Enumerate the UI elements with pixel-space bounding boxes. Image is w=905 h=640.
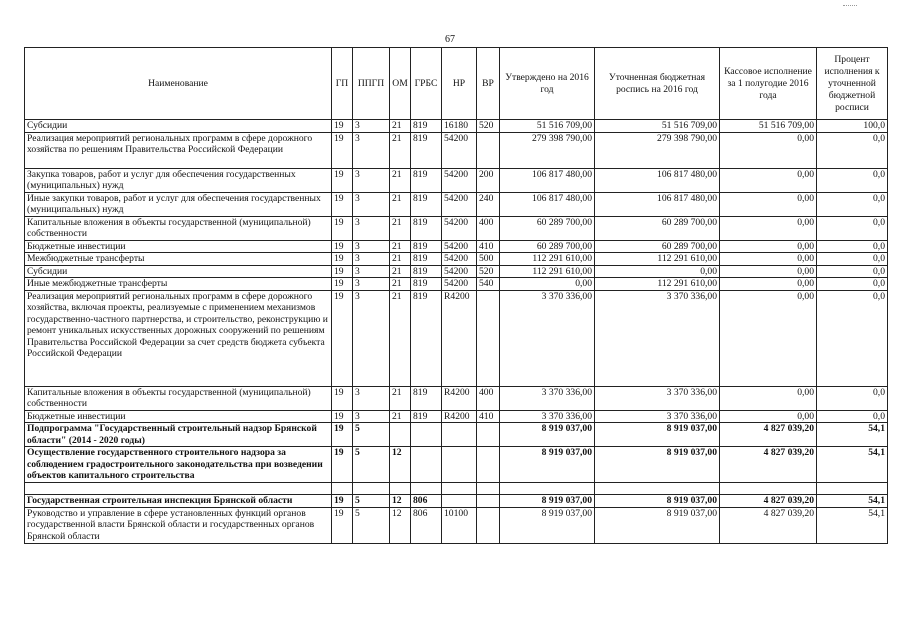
header-percent: Процент исполнения к уточненной бюджетной росписи <box>817 48 888 120</box>
cell-approved: 112 291 610,00 <box>500 253 595 266</box>
cell-vr <box>477 290 500 386</box>
table-row <box>25 168 888 192</box>
cell-percent: 54,1 <box>817 423 888 447</box>
cell-nr <box>442 483 477 495</box>
cell-gp: 19 <box>332 423 353 447</box>
cell-percent: 54,1 <box>817 507 888 543</box>
page-number: 67 <box>445 34 455 45</box>
cell-name: Реализация мероприятий региональных программ в сфере дорожного хозяйства по решениям Правительства Российской Федерации <box>25 132 332 168</box>
table-body <box>25 120 888 544</box>
cell-vr: 410 <box>477 240 500 253</box>
cell-refined: 60 289 700,00 <box>595 240 720 253</box>
cell-om: 21 <box>390 265 411 278</box>
cell-nr: R4200 <box>442 386 477 410</box>
cell-name: Бюджетные инвестиции <box>25 410 332 423</box>
budget-table <box>24 47 888 544</box>
cell-gp: 19 <box>332 278 353 291</box>
cell-name: Руководство и управление в сфере установленных функций органов государственной власти Брянской области и государственных органов Брянской области <box>25 507 332 543</box>
table-row <box>25 290 888 386</box>
cell-gp: 19 <box>332 168 353 192</box>
cell-name: Государственная строительная инспекция Брянской области <box>25 495 332 508</box>
cell-percent: 0,0 <box>817 265 888 278</box>
cell-grbs <box>411 483 442 495</box>
cell-gp: 19 <box>332 495 353 508</box>
cell-refined: 60 289 700,00 <box>595 216 720 240</box>
cell-name: Капитальные вложения в объекты государственной (муниципальной) собственности <box>25 216 332 240</box>
cell-gp: 19 <box>332 410 353 423</box>
cell-approved: 8 919 037,00 <box>500 423 595 447</box>
cell-vr: 240 <box>477 192 500 216</box>
cell-om: 12 <box>390 495 411 508</box>
cell-om <box>390 423 411 447</box>
cell-refined: 3 370 336,00 <box>595 386 720 410</box>
table-row <box>25 192 888 216</box>
cell-vr <box>477 132 500 168</box>
cell-cash: 0,00 <box>720 168 817 192</box>
cell-nr: 16180 <box>442 120 477 133</box>
cell-approved: 106 817 480,00 <box>500 192 595 216</box>
cell-grbs: 819 <box>411 192 442 216</box>
cell-percent: 0,0 <box>817 290 888 386</box>
cell-cash: 4 827 039,20 <box>720 447 817 483</box>
cell-grbs: 819 <box>411 216 442 240</box>
cell-vr <box>477 507 500 543</box>
cell-refined: 8 919 037,00 <box>595 423 720 447</box>
cell-percent: 54,1 <box>817 447 888 483</box>
cell-cash: 0,00 <box>720 290 817 386</box>
cell-name: Закупка товаров, работ и услуг для обеспечения государственных (муниципальных) нужд <box>25 168 332 192</box>
cell-percent: 0,0 <box>817 132 888 168</box>
cell-refined: 279 398 790,00 <box>595 132 720 168</box>
header-nr: НР <box>442 48 477 120</box>
cell-name: Осуществление государственного строительного надзора за соблюдением градостроительного законодательства при возведении объектов капитального строительства <box>25 447 332 483</box>
cell-ppgp: 3 <box>353 168 390 192</box>
header-name: Наименование <box>25 48 332 120</box>
header-grbs: ГРБС <box>411 48 442 120</box>
cell-approved: 106 817 480,00 <box>500 168 595 192</box>
cell-vr <box>477 447 500 483</box>
cell-refined: 8 919 037,00 <box>595 447 720 483</box>
cell-refined <box>595 483 720 495</box>
cell-gp: 19 <box>332 240 353 253</box>
table-row <box>25 265 888 278</box>
cell-name: Субсидии <box>25 265 332 278</box>
cell-approved: 3 370 336,00 <box>500 290 595 386</box>
cell-ppgp: 3 <box>353 132 390 168</box>
cell-nr: 54200 <box>442 132 477 168</box>
cell-nr: 54200 <box>442 278 477 291</box>
cell-cash: 0,00 <box>720 132 817 168</box>
table-row <box>25 132 888 168</box>
header-refined: Уточненная бюджетная роспись на 2016 год <box>595 48 720 120</box>
cell-nr: 54200 <box>442 265 477 278</box>
cell-refined: 112 291 610,00 <box>595 253 720 266</box>
cell-nr <box>442 495 477 508</box>
cell-nr: 10100 <box>442 507 477 543</box>
cell-om: 21 <box>390 132 411 168</box>
cell-approved: 3 370 336,00 <box>500 410 595 423</box>
cell-grbs: 819 <box>411 132 442 168</box>
cell-gp: 19 <box>332 253 353 266</box>
cell-grbs <box>411 423 442 447</box>
cell-percent: 0,0 <box>817 410 888 423</box>
cell-om: 21 <box>390 386 411 410</box>
cell-refined: 3 370 336,00 <box>595 290 720 386</box>
cell-approved: 112 291 610,00 <box>500 265 595 278</box>
table-row <box>25 495 888 508</box>
cell-ppgp: 3 <box>353 120 390 133</box>
table-row <box>25 483 888 495</box>
cell-approved <box>500 483 595 495</box>
cell-ppgp: 3 <box>353 216 390 240</box>
cell-approved: 3 370 336,00 <box>500 386 595 410</box>
cell-grbs: 806 <box>411 495 442 508</box>
cell-grbs: 819 <box>411 120 442 133</box>
cell-gp: 19 <box>332 192 353 216</box>
cell-ppgp: 5 <box>353 495 390 508</box>
cell-vr: 540 <box>477 278 500 291</box>
cell-cash <box>720 483 817 495</box>
cell-nr: R4200 <box>442 410 477 423</box>
cell-ppgp <box>353 483 390 495</box>
cell-gp: 19 <box>332 216 353 240</box>
cell-gp: 19 <box>332 290 353 386</box>
cell-nr: R4200 <box>442 290 477 386</box>
cell-vr: 400 <box>477 216 500 240</box>
table-row <box>25 507 888 543</box>
table-row <box>25 120 888 133</box>
header-vr: ВР <box>477 48 500 120</box>
cell-percent: 0,0 <box>817 192 888 216</box>
header-gp: ГП <box>332 48 353 120</box>
table-row <box>25 216 888 240</box>
cell-percent: 54,1 <box>817 495 888 508</box>
cell-gp: 19 <box>332 120 353 133</box>
cell-name: Реализация мероприятий региональных программ в сфере дорожного хозяйства, включая проекты, реализуемые с применением механизмов государственно-частного партнерства, и строительство, реконструкцию и ремонт уникальных искусственных дорожных сооружений по решениям Правительства Российской Федерации за счет средств бюджета субъекта Российской Федерации <box>25 290 332 386</box>
cell-cash: 0,00 <box>720 216 817 240</box>
cell-percent: 0,0 <box>817 278 888 291</box>
cell-vr <box>477 423 500 447</box>
cell-cash: 0,00 <box>720 265 817 278</box>
table-row <box>25 410 888 423</box>
cell-om: 21 <box>390 120 411 133</box>
header-ppgp: ППГП <box>353 48 390 120</box>
cell-om: 21 <box>390 216 411 240</box>
cell-cash: 0,00 <box>720 240 817 253</box>
cell-ppgp: 3 <box>353 290 390 386</box>
cell-approved: 279 398 790,00 <box>500 132 595 168</box>
cell-approved: 0,00 <box>500 278 595 291</box>
cell-refined: 112 291 610,00 <box>595 278 720 291</box>
cell-vr: 410 <box>477 410 500 423</box>
cell-cash: 0,00 <box>720 278 817 291</box>
cell-vr: 500 <box>477 253 500 266</box>
cell-percent: 0,0 <box>817 216 888 240</box>
cell-approved: 60 289 700,00 <box>500 216 595 240</box>
cell-cash: 4 827 039,20 <box>720 507 817 543</box>
cell-ppgp: 5 <box>353 423 390 447</box>
cell-percent: 100,0 <box>817 120 888 133</box>
header-row <box>25 48 888 120</box>
cell-ppgp: 3 <box>353 386 390 410</box>
cell-vr <box>477 495 500 508</box>
header-cash: Кассовое исполнение за 1 полугодие 2016 года <box>720 48 817 120</box>
cell-name: Иные закупки товаров, работ и услуг для обеспечения государственных (муниципальных) нужд <box>25 192 332 216</box>
cell-approved: 8 919 037,00 <box>500 447 595 483</box>
cell-om <box>390 483 411 495</box>
cell-ppgp: 3 <box>353 410 390 423</box>
cell-cash: 51 516 709,00 <box>720 120 817 133</box>
cell-name: Капитальные вложения в объекты государственной (муниципальной) собственности <box>25 386 332 410</box>
cell-refined: 106 817 480,00 <box>595 192 720 216</box>
cell-ppgp: 5 <box>353 447 390 483</box>
cell-nr: 54200 <box>442 253 477 266</box>
cell-ppgp: 3 <box>353 192 390 216</box>
cell-nr <box>442 447 477 483</box>
cell-refined: 0,00 <box>595 265 720 278</box>
cell-cash: 0,00 <box>720 410 817 423</box>
cell-nr: 54200 <box>442 240 477 253</box>
corner-mark <box>843 5 857 6</box>
cell-grbs: 806 <box>411 507 442 543</box>
cell-gp: 19 <box>332 265 353 278</box>
table-row <box>25 447 888 483</box>
cell-refined: 8 919 037,00 <box>595 507 720 543</box>
cell-percent: 0,0 <box>817 386 888 410</box>
cell-ppgp: 3 <box>353 240 390 253</box>
cell-grbs: 819 <box>411 278 442 291</box>
cell-gp: 19 <box>332 386 353 410</box>
cell-ppgp: 3 <box>353 265 390 278</box>
cell-approved: 8 919 037,00 <box>500 507 595 543</box>
cell-nr: 54200 <box>442 216 477 240</box>
cell-cash: 0,00 <box>720 386 817 410</box>
cell-percent: 0,0 <box>817 168 888 192</box>
cell-vr: 400 <box>477 386 500 410</box>
cell-om: 21 <box>390 278 411 291</box>
table-row <box>25 253 888 266</box>
cell-cash: 0,00 <box>720 192 817 216</box>
cell-grbs: 819 <box>411 410 442 423</box>
cell-om: 12 <box>390 507 411 543</box>
table-row <box>25 423 888 447</box>
cell-gp: 19 <box>332 132 353 168</box>
cell-om: 21 <box>390 192 411 216</box>
cell-percent: 0,0 <box>817 253 888 266</box>
cell-percent <box>817 483 888 495</box>
cell-grbs: 819 <box>411 253 442 266</box>
cell-cash: 4 827 039,20 <box>720 423 817 447</box>
cell-percent: 0,0 <box>817 240 888 253</box>
table-row <box>25 278 888 291</box>
cell-gp: 19 <box>332 507 353 543</box>
cell-om: 21 <box>390 240 411 253</box>
cell-refined: 51 516 709,00 <box>595 120 720 133</box>
cell-nr: 54200 <box>442 192 477 216</box>
cell-ppgp: 5 <box>353 507 390 543</box>
cell-om: 21 <box>390 410 411 423</box>
cell-refined: 8 919 037,00 <box>595 495 720 508</box>
cell-om: 12 <box>390 447 411 483</box>
cell-approved: 51 516 709,00 <box>500 120 595 133</box>
cell-refined: 106 817 480,00 <box>595 168 720 192</box>
cell-om: 21 <box>390 168 411 192</box>
cell-approved: 8 919 037,00 <box>500 495 595 508</box>
cell-grbs: 819 <box>411 386 442 410</box>
header-om: ОМ <box>390 48 411 120</box>
cell-ppgp: 3 <box>353 253 390 266</box>
table-row <box>25 240 888 253</box>
cell-approved: 60 289 700,00 <box>500 240 595 253</box>
cell-grbs: 819 <box>411 265 442 278</box>
cell-name: Субсидии <box>25 120 332 133</box>
table-row <box>25 386 888 410</box>
cell-name: Бюджетные инвестиции <box>25 240 332 253</box>
cell-refined: 3 370 336,00 <box>595 410 720 423</box>
cell-gp: 19 <box>332 447 353 483</box>
cell-grbs: 819 <box>411 240 442 253</box>
cell-vr: 520 <box>477 265 500 278</box>
cell-grbs: 819 <box>411 168 442 192</box>
cell-vr: 200 <box>477 168 500 192</box>
cell-ppgp: 3 <box>353 278 390 291</box>
cell-vr <box>477 483 500 495</box>
cell-nr: 54200 <box>442 168 477 192</box>
cell-cash: 0,00 <box>720 253 817 266</box>
cell-grbs: 819 <box>411 290 442 386</box>
header-approved: Утверждено на 2016 год <box>500 48 595 120</box>
cell-om: 21 <box>390 253 411 266</box>
cell-grbs <box>411 447 442 483</box>
cell-name <box>25 483 332 495</box>
cell-om: 21 <box>390 290 411 386</box>
cell-name: Межбюджетные трансферты <box>25 253 332 266</box>
cell-nr <box>442 423 477 447</box>
cell-vr: 520 <box>477 120 500 133</box>
cell-name: Иные межбюджетные трансферты <box>25 278 332 291</box>
cell-name: Подпрограмма "Государственный строительный надзор Брянской области" (2014 - 2020 годы) <box>25 423 332 447</box>
cell-cash: 4 827 039,20 <box>720 495 817 508</box>
cell-gp <box>332 483 353 495</box>
